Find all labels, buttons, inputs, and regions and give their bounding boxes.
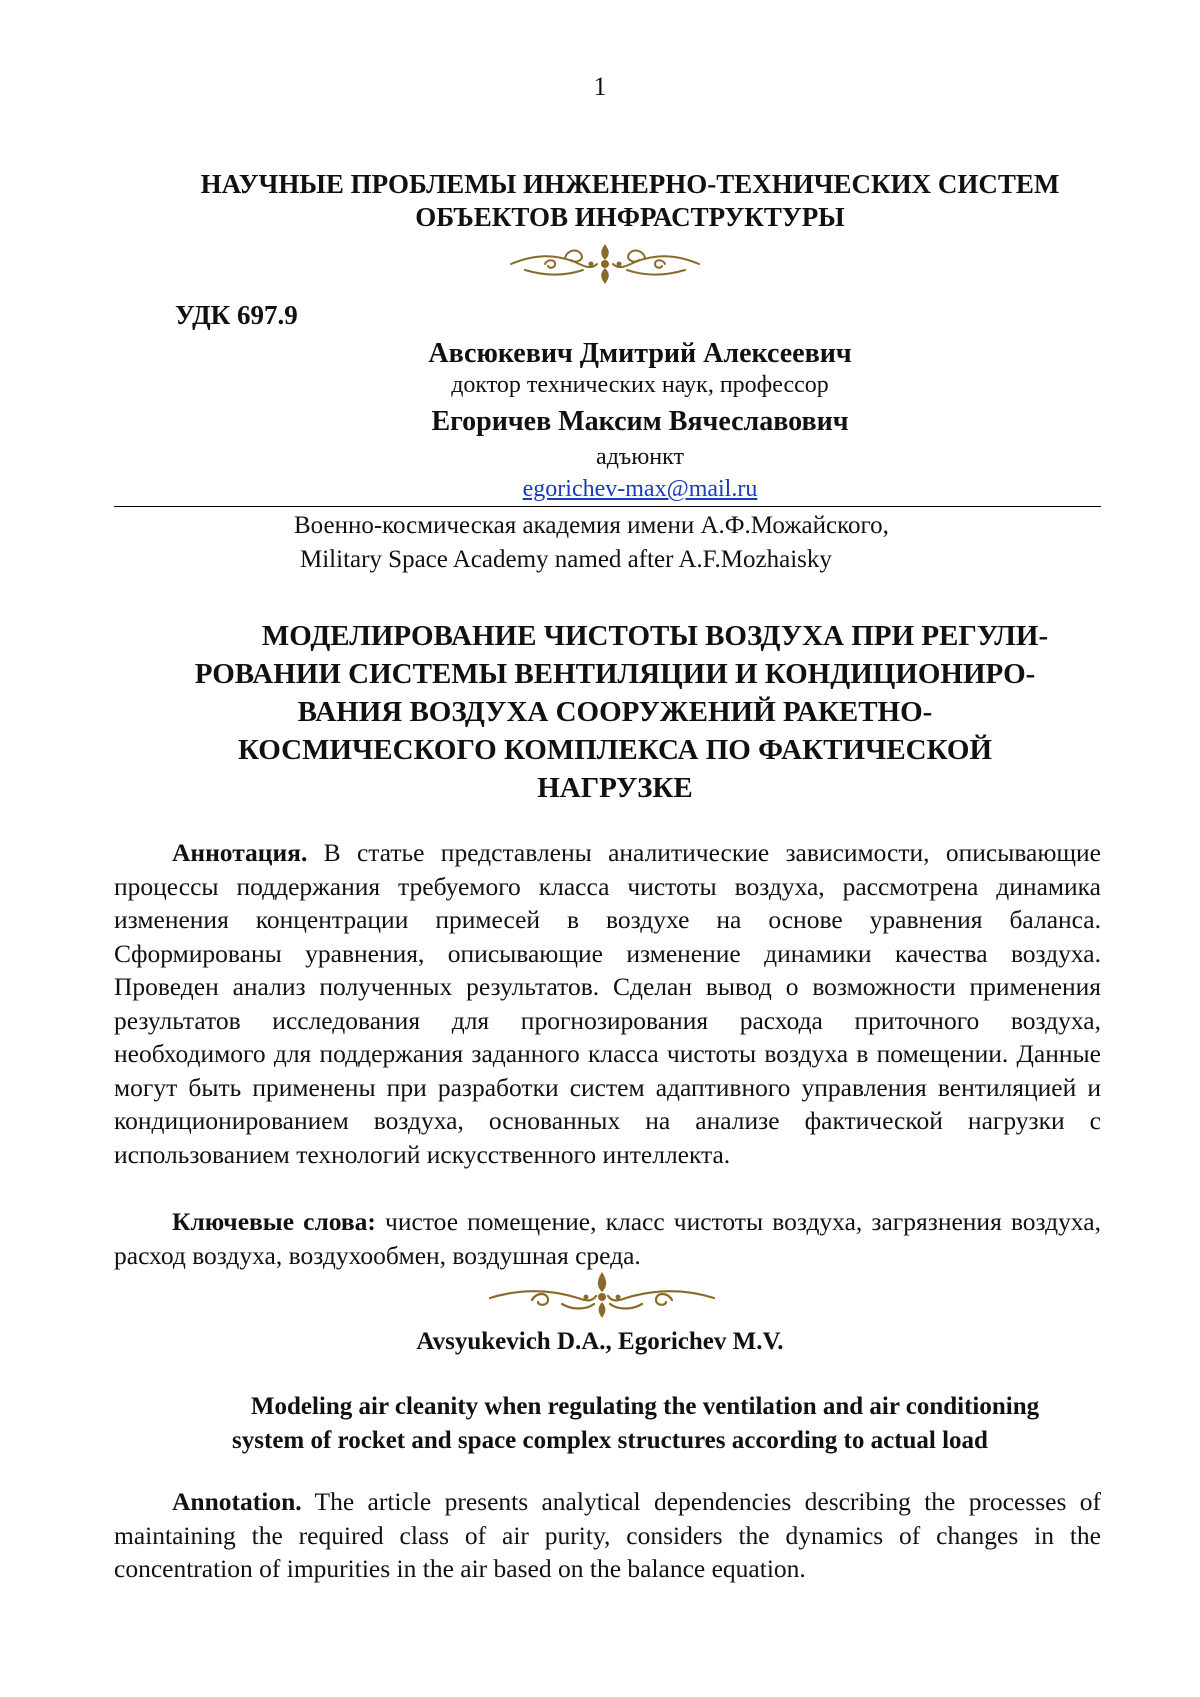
author-1-role: доктор технических наук, профессор — [451, 372, 829, 398]
article-title-line-1: МОДЕЛИРОВАНИЕ ЧИСТОТЫ ВОЗДУХА ПРИ РЕГУЛИ- — [261, 620, 1049, 652]
section-title-line-1: НАУЧНЫЕ ПРОБЛЕМЫ ИНЖЕНЕРНО-ТЕХНИЧЕСКИХ СИСТЕМ — [200, 169, 1060, 199]
vignette-ornament-icon — [505, 240, 705, 288]
author-1-name: Авсюкевич Дмитрий Алексеевич — [428, 338, 852, 369]
en-title-line-1: Modeling air cleanity when regulating the ventilation and air conditioning — [250, 1393, 1040, 1420]
affiliation-ru: Военно-космическая академия имени А.Ф.Можайского, — [294, 512, 889, 539]
vignette-ornament-icon — [482, 1268, 722, 1320]
en-title-line-2: system of rocket and space complex structures according to actual load — [232, 1427, 988, 1454]
keywords-ru — [114, 1205, 1101, 1272]
abstract-en-text: The article presents analytical dependencies describing the processes of maintaining the required class of air purity, considers the dynamics of changes in the concentration of impurities in the air based on the balance equation. — [114, 1487, 1101, 1583]
article-title-line-3: ВАНИЯ ВОЗДУХА СООРУЖЕНИЙ РАКЕТНО- — [297, 696, 933, 728]
affiliation-en: Military Space Academy named after A.F.Mozhaisky — [300, 546, 832, 573]
divider-line — [114, 506, 1101, 507]
abstract-ru-label: Аннотация. — [172, 838, 308, 867]
article-title-line-5: НАГРУЗКЕ — [537, 772, 693, 804]
author-2-role: адъюнкт — [596, 444, 684, 470]
udk-code: УДК 697.9 — [175, 300, 298, 330]
en-title — [160, 1390, 1100, 1458]
page-number: 1 — [593, 72, 607, 101]
section-title-line-2: ОБЪЕКТОВ ИНФРАСТРУКТУРЫ — [415, 202, 845, 232]
article-title-line-2: РОВАНИИ СИСТЕМЫ ВЕНТИЛЯЦИИ И КОНДИЦИОНИРО- — [194, 658, 1036, 690]
author-2-name: Егоричев Максим Вячеславович — [431, 406, 849, 437]
abstract-ru — [114, 836, 1101, 1171]
keywords-ru-label: Ключевые слова: — [172, 1207, 376, 1236]
article-title — [125, 617, 1105, 807]
abstract-ru-text: В статье представлены аналитические зависимости, описывающие процессы поддержания требуемого класса чистоты воздуха, рассмотрена динамика изменения концентрации примесей в воздухе на основе уравнения баланса. Сформированы уравнения, описывающие изменение динамики качества воздуха. Проведен анализ полученных результатов. Сделан вывод о возможности применения результатов исследования для прогнозирования расхода приточного воздуха, необходимого для поддержания заданного класса чистоты воздуха в помещении. Данные могут быть применены при разработки систем адаптивного управления вентиляцией и кондиционированием воздуха, основанных на анализе фактической нагрузки с использованием технологий искусственного интеллекта. — [114, 838, 1102, 1169]
abstract-en-label: Annotation. — [172, 1487, 302, 1516]
keywords-ru-text: чистое помещение, класс чистоты воздуха, загрязнения воздуха, расход воздуха, воздухообмен, воздушная среда. — [114, 1207, 1102, 1270]
abstract-en — [114, 1485, 1101, 1586]
article-title-line-4: КОСМИЧЕСКОГО КОМПЛЕКСА ПО ФАКТИЧЕСКОЙ — [237, 734, 993, 766]
en-authors: Avsyukevich D.A., Egorichev M.V. — [416, 1328, 784, 1355]
author-email-link[interactable]: egorichev-max@mail.ru — [522, 476, 758, 502]
